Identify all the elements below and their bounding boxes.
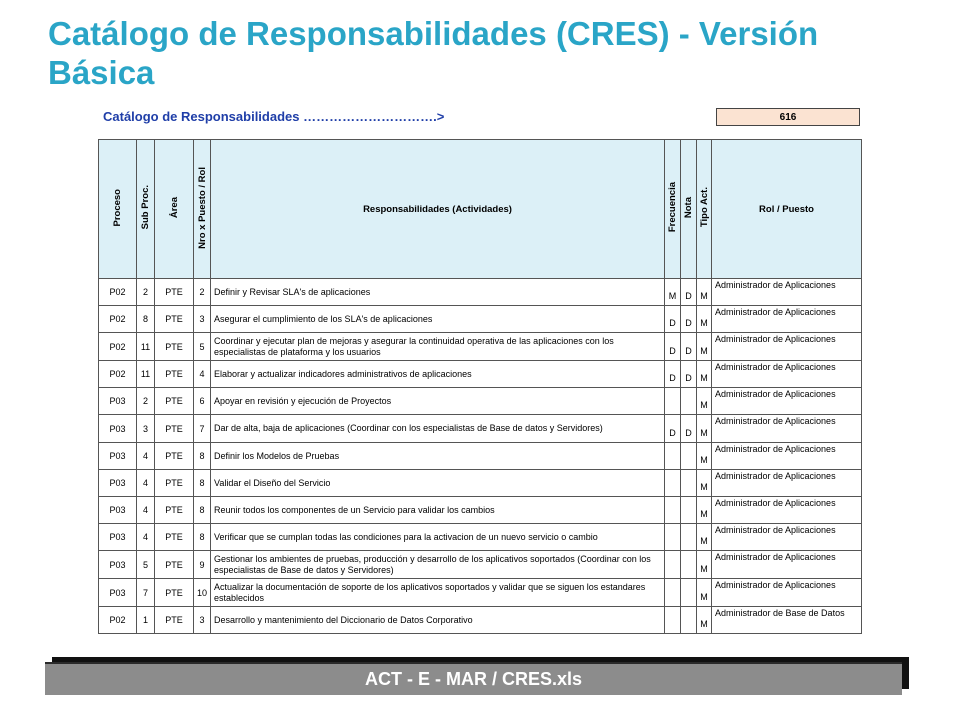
- table-row: [99, 607, 862, 634]
- cell-tipo-act: M: [697, 551, 712, 579]
- cell-frecuencia: [665, 470, 681, 497]
- cell-nro: 7: [194, 415, 211, 443]
- cell-frecuencia: [665, 443, 681, 470]
- cell-responsabilidad: Apoyar en revisión y ejecución de Proyectos: [211, 388, 665, 415]
- cell-responsabilidad: Gestionar los ambientes de pruebas, producción y desarrollo de los aplicativos soportados (Coordinar con los especialistas de Base de datos y Servidores): [211, 551, 665, 579]
- cell-area: PTE: [155, 524, 194, 551]
- cell-proceso: P03: [99, 579, 137, 607]
- cell-tipo-act: M: [697, 579, 712, 607]
- cell-proceso: P03: [99, 415, 137, 443]
- cell-rol: Administrador de Aplicaciones: [712, 333, 862, 361]
- cell-rol: Administrador de Base de Datos: [712, 607, 862, 634]
- cell-subproc: 4: [137, 524, 155, 551]
- table-row: [99, 388, 862, 415]
- sheet-heading-text: Catálogo de Responsabilidades: [103, 109, 300, 124]
- cell-area: PTE: [155, 497, 194, 524]
- cell-frecuencia: [665, 607, 681, 634]
- cell-area: PTE: [155, 415, 194, 443]
- cell-proceso: P02: [99, 361, 137, 388]
- table-body: [99, 279, 862, 634]
- cell-rol: Administrador de Aplicaciones: [712, 524, 862, 551]
- table-row: [99, 497, 862, 524]
- sheet-heading: [103, 109, 444, 124]
- cell-area: PTE: [155, 333, 194, 361]
- cell-tipo-act: M: [697, 415, 712, 443]
- col-header-rol: Rol / Puesto: [712, 140, 862, 279]
- cell-responsabilidad: Reunir todos los componentes de un Servicio para validar los cambios: [211, 497, 665, 524]
- cell-proceso: P02: [99, 306, 137, 333]
- cell-nota: D: [681, 361, 697, 388]
- cell-nota: [681, 579, 697, 607]
- cell-area: PTE: [155, 361, 194, 388]
- cell-proceso: P02: [99, 279, 137, 306]
- cell-nro: 3: [194, 306, 211, 333]
- table-row: [99, 551, 862, 579]
- col-header-proceso: Proceso: [99, 140, 137, 279]
- sheet-heading-arrow: ………………………….>: [299, 109, 445, 124]
- cell-nro: 8: [194, 443, 211, 470]
- cell-rol: Administrador de Aplicaciones: [712, 470, 862, 497]
- cell-nota: [681, 497, 697, 524]
- slide-title: Catálogo de Responsabilidades (CRES) - Versión Básica: [48, 15, 819, 91]
- cell-nro: 10: [194, 579, 211, 607]
- cell-proceso: P03: [99, 470, 137, 497]
- responsibility-table: [98, 139, 862, 651]
- table-row: [99, 361, 862, 388]
- cell-responsabilidad: Definir los Modelos de Pruebas: [211, 443, 665, 470]
- cell-subproc: 11: [137, 361, 155, 388]
- cell-subproc: 5: [137, 551, 155, 579]
- cell-subproc: 3: [137, 415, 155, 443]
- cell-subproc: 4: [137, 443, 155, 470]
- cell-area: PTE: [155, 470, 194, 497]
- cell-frecuencia: [665, 388, 681, 415]
- cell-nota: [681, 524, 697, 551]
- cell-area: PTE: [155, 279, 194, 306]
- cell-nota: D: [681, 279, 697, 306]
- cell-responsabilidad: Elaborar y actualizar indicadores administrativos de aplicaciones: [211, 361, 665, 388]
- cell-nro: 5: [194, 333, 211, 361]
- cell-frecuencia: [665, 551, 681, 579]
- cell-nro: 8: [194, 470, 211, 497]
- cell-tipo-act: M: [697, 607, 712, 634]
- cell-tipo-act: M: [697, 279, 712, 306]
- cell-responsabilidad: Desarrollo y mantenimiento del Diccionario de Datos Corporativo: [211, 607, 665, 634]
- cell-area: PTE: [155, 443, 194, 470]
- cell-tipo-act: M: [697, 524, 712, 551]
- col-header-responsabilidades: Responsabilidades (Actividades): [211, 140, 665, 279]
- cell-tipo-act: M: [697, 497, 712, 524]
- cell-area: PTE: [155, 551, 194, 579]
- cell-frecuencia: [665, 497, 681, 524]
- cell-rol: Administrador de Aplicaciones: [712, 361, 862, 388]
- total-count-cell: 616: [716, 108, 860, 126]
- cell-area: PTE: [155, 607, 194, 634]
- cell-subproc: 2: [137, 388, 155, 415]
- cell-proceso: P03: [99, 524, 137, 551]
- cell-frecuencia: [665, 524, 681, 551]
- cell-tipo-act: M: [697, 443, 712, 470]
- cell-proceso: P03: [99, 551, 137, 579]
- cell-responsabilidad: Asegurar el cumplimiento de los SLA's de aplicaciones: [211, 306, 665, 333]
- table-row: [99, 333, 862, 361]
- cell-nota: D: [681, 415, 697, 443]
- table-row: [99, 443, 862, 470]
- cell-nro: 8: [194, 524, 211, 551]
- cell-subproc: 11: [137, 333, 155, 361]
- cell-rol: Administrador de Aplicaciones: [712, 443, 862, 470]
- cell-proceso: P03: [99, 388, 137, 415]
- cell-responsabilidad: Actualizar la documentación de soporte de los aplicativos soportados y validar que se siguen los estandares establecidos: [211, 579, 665, 607]
- cell-nro: 6: [194, 388, 211, 415]
- cell-subproc: 4: [137, 470, 155, 497]
- table-row: [99, 279, 862, 306]
- cell-frecuencia: [665, 579, 681, 607]
- col-header-tipo: Tipo Act.: [697, 140, 712, 279]
- cell-rol: Administrador de Aplicaciones: [712, 497, 862, 524]
- cell-proceso: P03: [99, 497, 137, 524]
- table-row: [99, 415, 862, 443]
- cell-nro: 3: [194, 607, 211, 634]
- cell-subproc: 1: [137, 607, 155, 634]
- cell-subproc: 2: [137, 279, 155, 306]
- cell-area: PTE: [155, 579, 194, 607]
- cell-proceso: P02: [99, 333, 137, 361]
- table-row: [99, 470, 862, 497]
- col-header-subproc: Sub Proc.: [137, 140, 155, 279]
- cell-nota: D: [681, 306, 697, 333]
- cell-responsabilidad: Coordinar y ejecutar plan de mejoras y asegurar la continuidad operativa de las aplicaciones con los especialistas de plataforma y los usuarios: [211, 333, 665, 361]
- cell-nota: [681, 470, 697, 497]
- cell-tipo-act: M: [697, 388, 712, 415]
- cell-tipo-act: M: [697, 470, 712, 497]
- cell-responsabilidad: Definir y Revisar SLA's de aplicaciones: [211, 279, 665, 306]
- cell-nota: [681, 443, 697, 470]
- cell-subproc: 4: [137, 497, 155, 524]
- cell-rol: Administrador de Aplicaciones: [712, 551, 862, 579]
- cell-rol: Administrador de Aplicaciones: [712, 579, 862, 607]
- cell-frecuencia: D: [665, 333, 681, 361]
- cell-frecuencia: M: [665, 279, 681, 306]
- col-header-nro: Nro x Puesto / Rol: [194, 140, 211, 279]
- cell-frecuencia: D: [665, 306, 681, 333]
- cell-area: PTE: [155, 306, 194, 333]
- cell-nro: 9: [194, 551, 211, 579]
- cell-nota: [681, 551, 697, 579]
- cell-proceso: P02: [99, 607, 137, 634]
- table-row: [99, 524, 862, 551]
- cell-subproc: 7: [137, 579, 155, 607]
- col-header-area: Área: [155, 140, 194, 279]
- cell-rol: Administrador de Aplicaciones: [712, 415, 862, 443]
- cell-tipo-act: M: [697, 333, 712, 361]
- cell-nota: D: [681, 333, 697, 361]
- cell-nro: 4: [194, 361, 211, 388]
- cell-rol: Administrador de Aplicaciones: [712, 279, 862, 306]
- cell-nro: 8: [194, 497, 211, 524]
- cell-nota: [681, 388, 697, 415]
- footer-bar: ACT - E - MAR / CRES.xls: [45, 662, 902, 695]
- cell-responsabilidad: Validar el Diseño del Servicio: [211, 470, 665, 497]
- table-header-row: [99, 140, 862, 279]
- cell-proceso: P03: [99, 443, 137, 470]
- cell-responsabilidad: Verificar que se cumplan todas las condiciones para la activacion de un nuevo servicio o cambio: [211, 524, 665, 551]
- table-row: [99, 579, 862, 607]
- cell-rol: Administrador de Aplicaciones: [712, 306, 862, 333]
- table-row: [99, 306, 862, 333]
- cell-rol: Administrador de Aplicaciones: [712, 388, 862, 415]
- col-header-nota: Nota: [681, 140, 697, 279]
- cell-nro: 2: [194, 279, 211, 306]
- cell-responsabilidad: Dar de alta, baja de aplicaciones (Coordinar con los especialistas de Base de datos y Servidores): [211, 415, 665, 443]
- cell-tipo-act: M: [697, 361, 712, 388]
- cell-frecuencia: D: [665, 361, 681, 388]
- cell-tipo-act: M: [697, 306, 712, 333]
- cell-area: PTE: [155, 388, 194, 415]
- col-header-frecuencia: Frecuencia: [665, 140, 681, 279]
- cell-frecuencia: D: [665, 415, 681, 443]
- cell-subproc: 8: [137, 306, 155, 333]
- cell-nota: [681, 607, 697, 634]
